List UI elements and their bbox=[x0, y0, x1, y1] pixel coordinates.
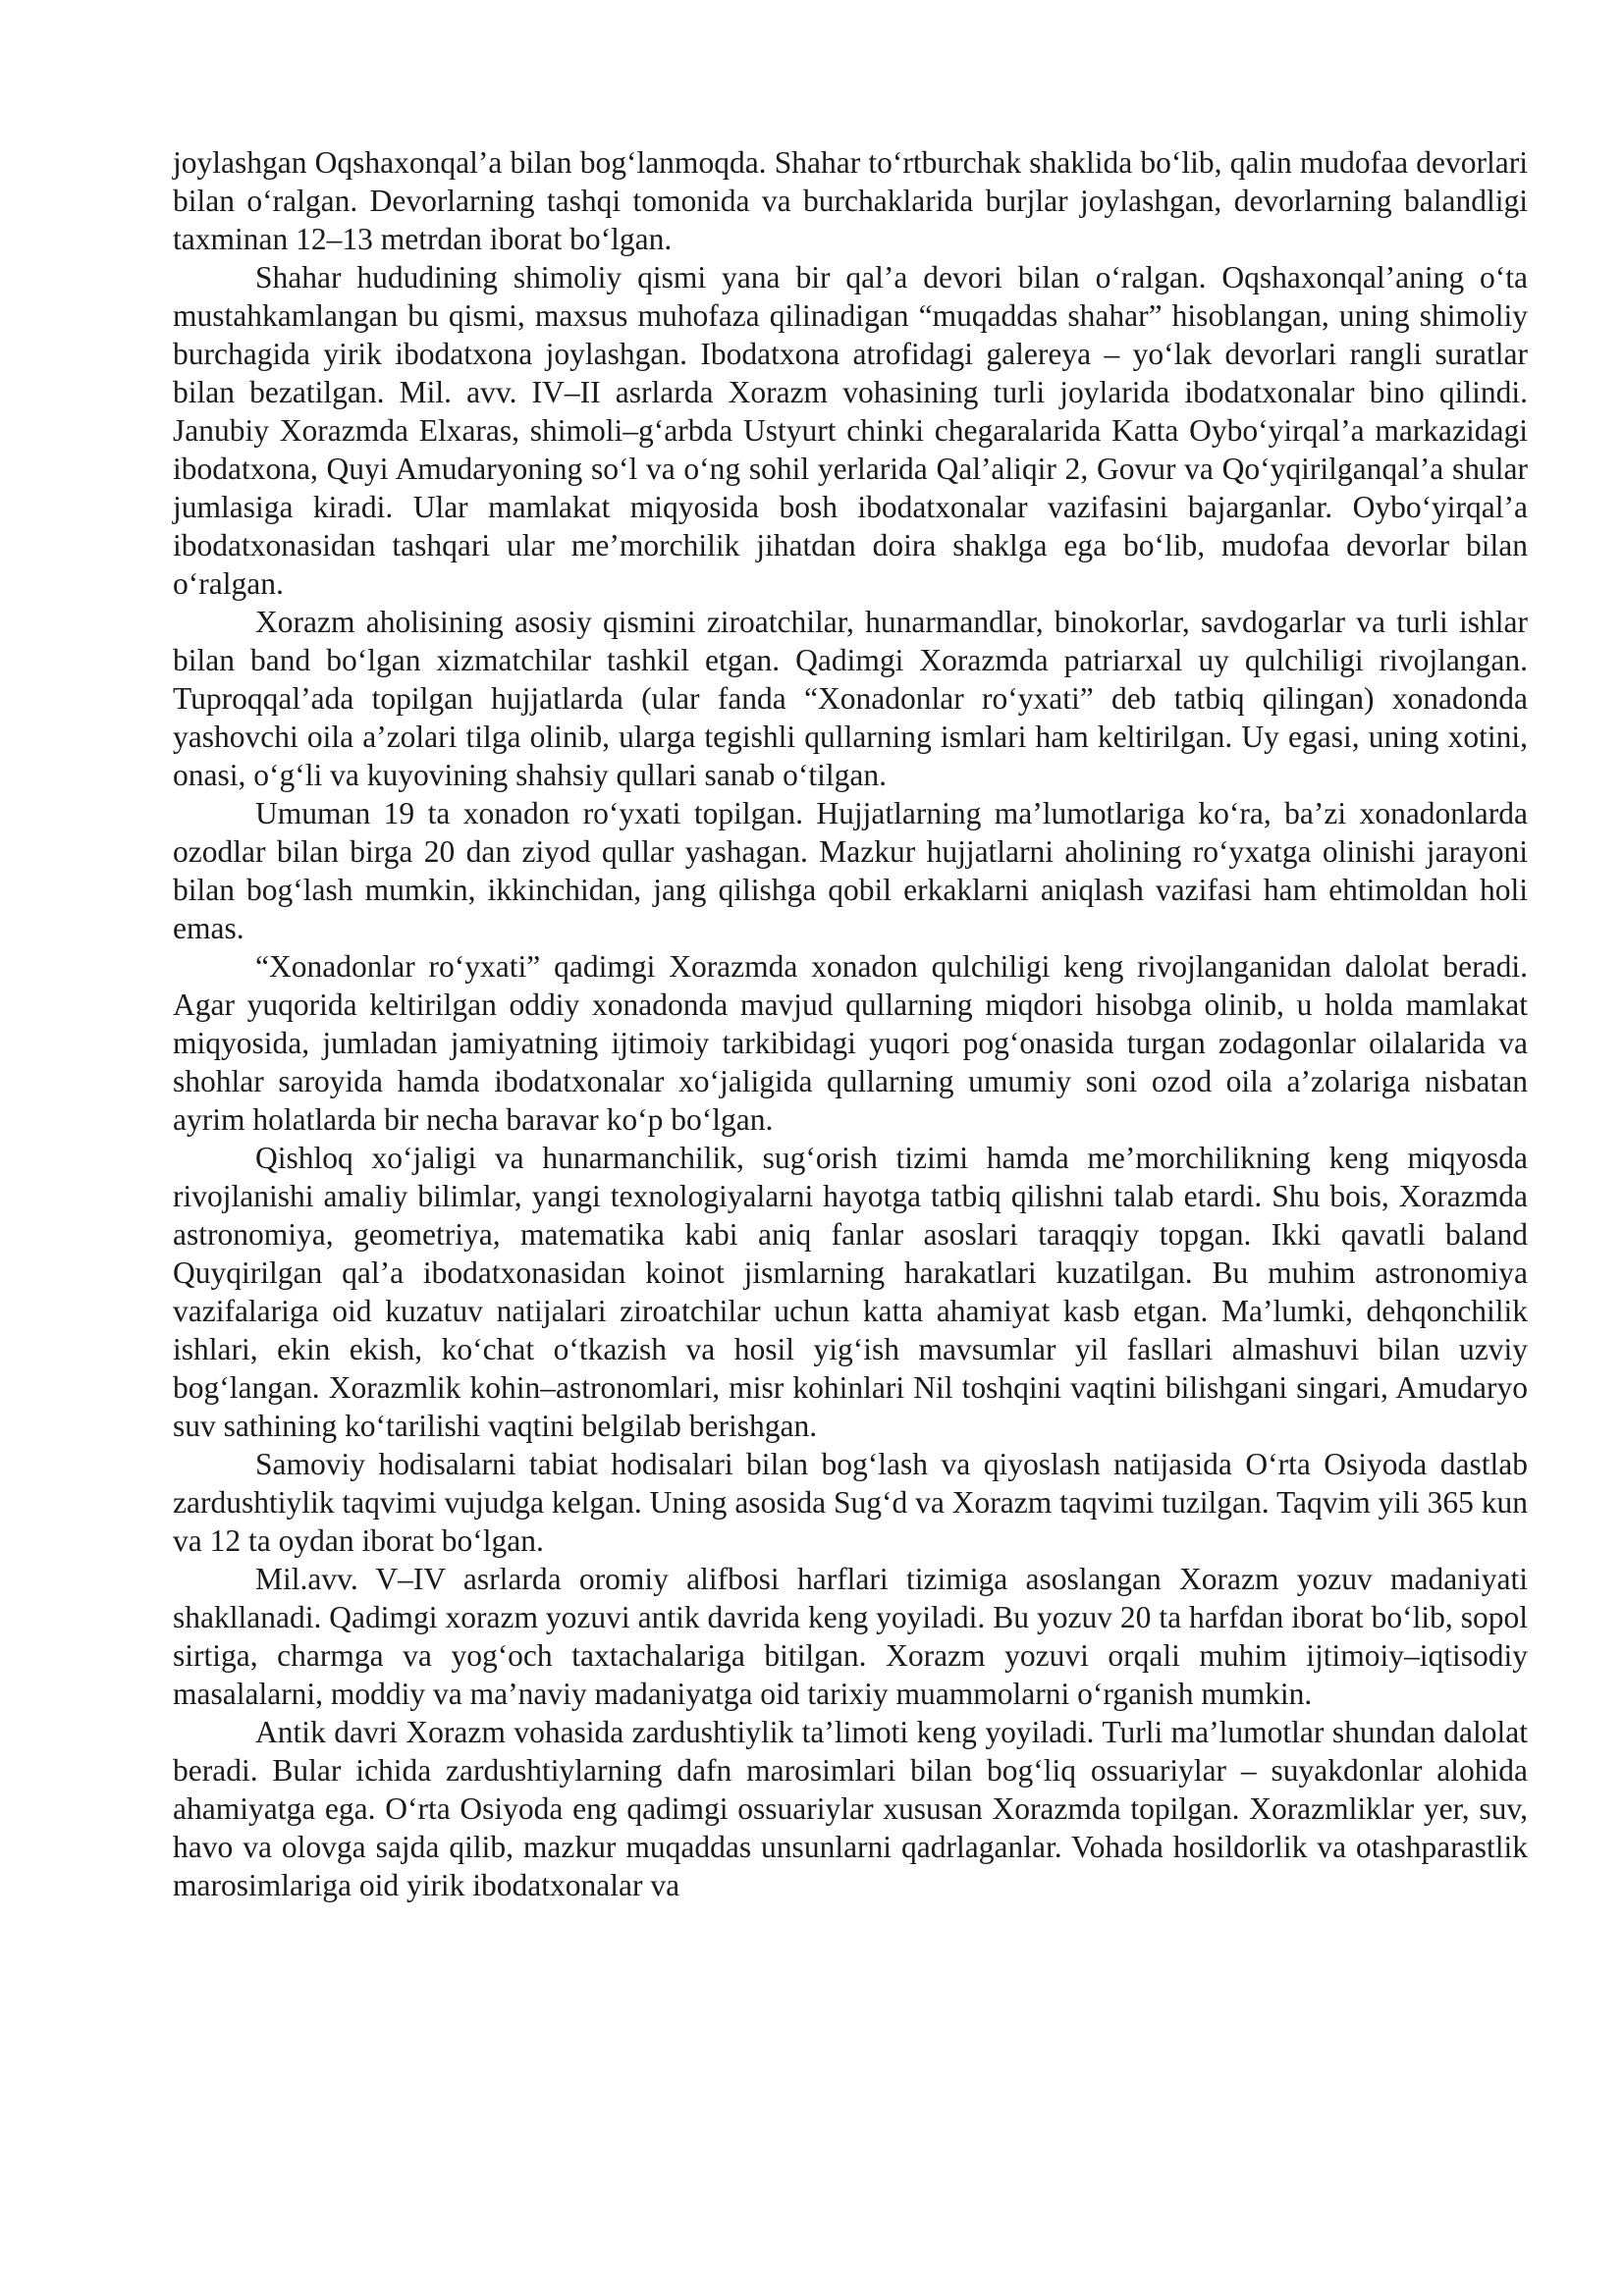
paragraph-3: Xorazm aholisining asosiy qismini ziroatchilar, hunarmandlar, binokorlar, savdogarlar va turli ishlar bilan band bo‘lgan xizmatchilar tashkil etgan. Qadimgi Xorazmda patriarxal uy qulchiligi rivojlangan. Tuproqqal’ada topilgan hujjatlarda (ular fanda “Xonadonlar ro‘yxati” deb tatbiq qilingan) xonadonda yashovchi oila a’zolari tilga olinib, ularga tegishli qullarning ismlari ham keltirilgan. Uy egasi, uning xotini, onasi, o‘g‘li va kuyovining shahsiy qullari sanab o‘tilgan. bbox=[173, 605, 1528, 792]
paragraph-4: Umuman 19 ta xonadon ro‘yxati topilgan. Hujjatlarning ma’lumotlariga ko‘ra, ba’zi xonadonlarda ozodlar bilan birga 20 dan ziyod qullar yashagan. Mazkur hujjatlarni aholining ro‘yxatga olinishi jarayoni bilan bog‘lash mumkin, ikkinchidan, jang qilishga qobil erkaklarni aniqlash vazifasi ham ehtimoldan holi emas. bbox=[173, 796, 1528, 945]
paragraph-7: Samoviy hodisalarni tabiat hodisalari bilan bog‘lash va qiyoslash natijasida O‘rta Osiyoda dastlab zardushtiylik taqvimi vujudga kelgan. Uning asosida Sug‘d va Xorazm taqvimi tuzilgan. Taqvim yili 365 kun va 12 ta oydan iborat bo‘lgan. bbox=[173, 1447, 1528, 1558]
paragraph-2: Shahar hududining shimoliy qismi yana bir qal’a devori bilan o‘ralgan. Oqshaxonqal’aning o‘ta mustahkamlangan bu qismi, maxsus muhofaza qilinadigan “muqaddas shahar” hisoblangan, uning shimoliy burchagida yirik ibodatxona joylashgan. Ibodatxona atrofidagi galereya – yo‘lak devorlari rangli suratlar bilan bezatilgan. Mil. avv. IV–II asrlarda Xorazm vohasining turli joylarida ibodatxonalar bino qilindi. Janubiy Xorazmda Elxaras, shimoli–g‘arbda Ustyurt chinki chegaralarida Katta Oybo‘yirqal’a markazidagi ibodatxona, Quyi Amudaryoning so‘l va o‘ng sohil yerlarida Qal’aliqir 2, Govur va Qo‘yqirilganqal’a shular jumlasiga kiradi. Ular mamlakat miqyosida bosh ibodatxonalar vazifasini bajarganlar. Oybo‘yirqal’a ibodatxonasidan tashqari ular me’morchilik jihatdan doira shaklga ega bo‘lib, mudofaa devorlar bilan o‘ralgan. bbox=[173, 260, 1528, 601]
paragraph-1: joylashgan Oqshaxonqal’a bilan bog‘lanmoqda. Shahar to‘rtburchak shaklida bo‘lib, qalin mudofaa devorlari bilan o‘ralgan. Devorlarning tashqi tomonida va burchaklarida burjlar joylashgan, devorlarning balandligi taxminan 12–13 metrdan iborat bo‘lgan. bbox=[173, 145, 1528, 256]
paragraph-5: “Xonadonlar ro‘yxati” qadimgi Xorazmda xonadon qulchiligi keng rivojlanganidan dalolat beradi. Agar yuqorida keltirilgan oddiy xonadonda mavjud qullarning miqdori hisobga olinib, u holda mamlakat miqyosida, jumladan jamiyatning ijtimoiy tarkibidagi yuqori pog‘onasida turgan zodagonlar oilalarida va shohlar saroyida hamda ibodatxonalar xo‘jaligida qullarning umumiy soni ozod oila a’zolariga nisbatan ayrim holatlarda bir necha baravar ko‘p bo‘lgan. bbox=[173, 949, 1528, 1137]
paragraph-8: Mil.avv. V–IV asrlarda oromiy alifbosi harflari tizimiga asoslangan Xorazm yozuv madaniyati shakllanadi. Qadimgi xorazm yozuvi antik davrida keng yoyiladi. Bu yozuv 20 ta harfdan iborat bo‘lib, sopol sirtiga, charmga va yog‘och taxtachalariga bitilgan. Xorazm yozuvi orqali muhim ijtimoiy–iqtisodiy masalalarni, moddiy va ma’naviy madaniyatga oid tarixiy muammolarni o‘rganish mumkin. bbox=[173, 1562, 1528, 1711]
paragraph-6: Qishloq xo‘jaligi va hunarmanchilik, sug‘orish tizimi hamda me’morchilikning keng miqyosda rivojlanishi amaliy bilimlar, yangi texnologiyalarni hayotga tatbiq qilishni talab etardi. Shu bois, Xorazmda astronomiya, geometriya, matematika kabi aniq fanlar asoslari taraqqiy topgan. Ikki qavatli baland Quyqirilgan qal’a ibodatxonasidan koinot jismlarning harakatlari kuzatilgan. Bu muhim astronomiya vazifalariga oid kuzatuv natijalari ziroatchilar uchun katta ahamiyat kasb etgan. Ma’lumki, dehqonchilik ishlari, ekin ekish, ko‘chat o‘tkazish va hosil yig‘ish mavsumlar yil fasllari almashuvi bilan uzviy bog‘langan. Xorazmlik kohin–astronomlari, misr kohinlari Nil toshqini vaqtini bilishgani singari, Amudaryo suv sathining ko‘tarilishi vaqtini belgilab berishgan. bbox=[173, 1141, 1528, 1443]
paragraph-9: Antik davri Xorazm vohasida zardushtiylik ta’limoti keng yoyiladi. Turli ma’lumotlar shundan dalolat beradi. Bular ichida zardushtiylarning dafn marosimlari bilan bog‘liq ossuariylar – suyakdonlar alohida ahamiyatga ega. O‘rta Osiyoda eng qadimgi ossuariylar xususan Xorazmda topilgan. Xorazmliklar yer, suv, havo va olovga sajda qilib, mazkur muqaddas unsunlarni qadrlaganlar. Vohada hosildorlik va otashparastlik marosimlariga oid yirik ibodatxonalar va bbox=[173, 1715, 1528, 1902]
document-page bbox=[173, 143, 1528, 1904]
